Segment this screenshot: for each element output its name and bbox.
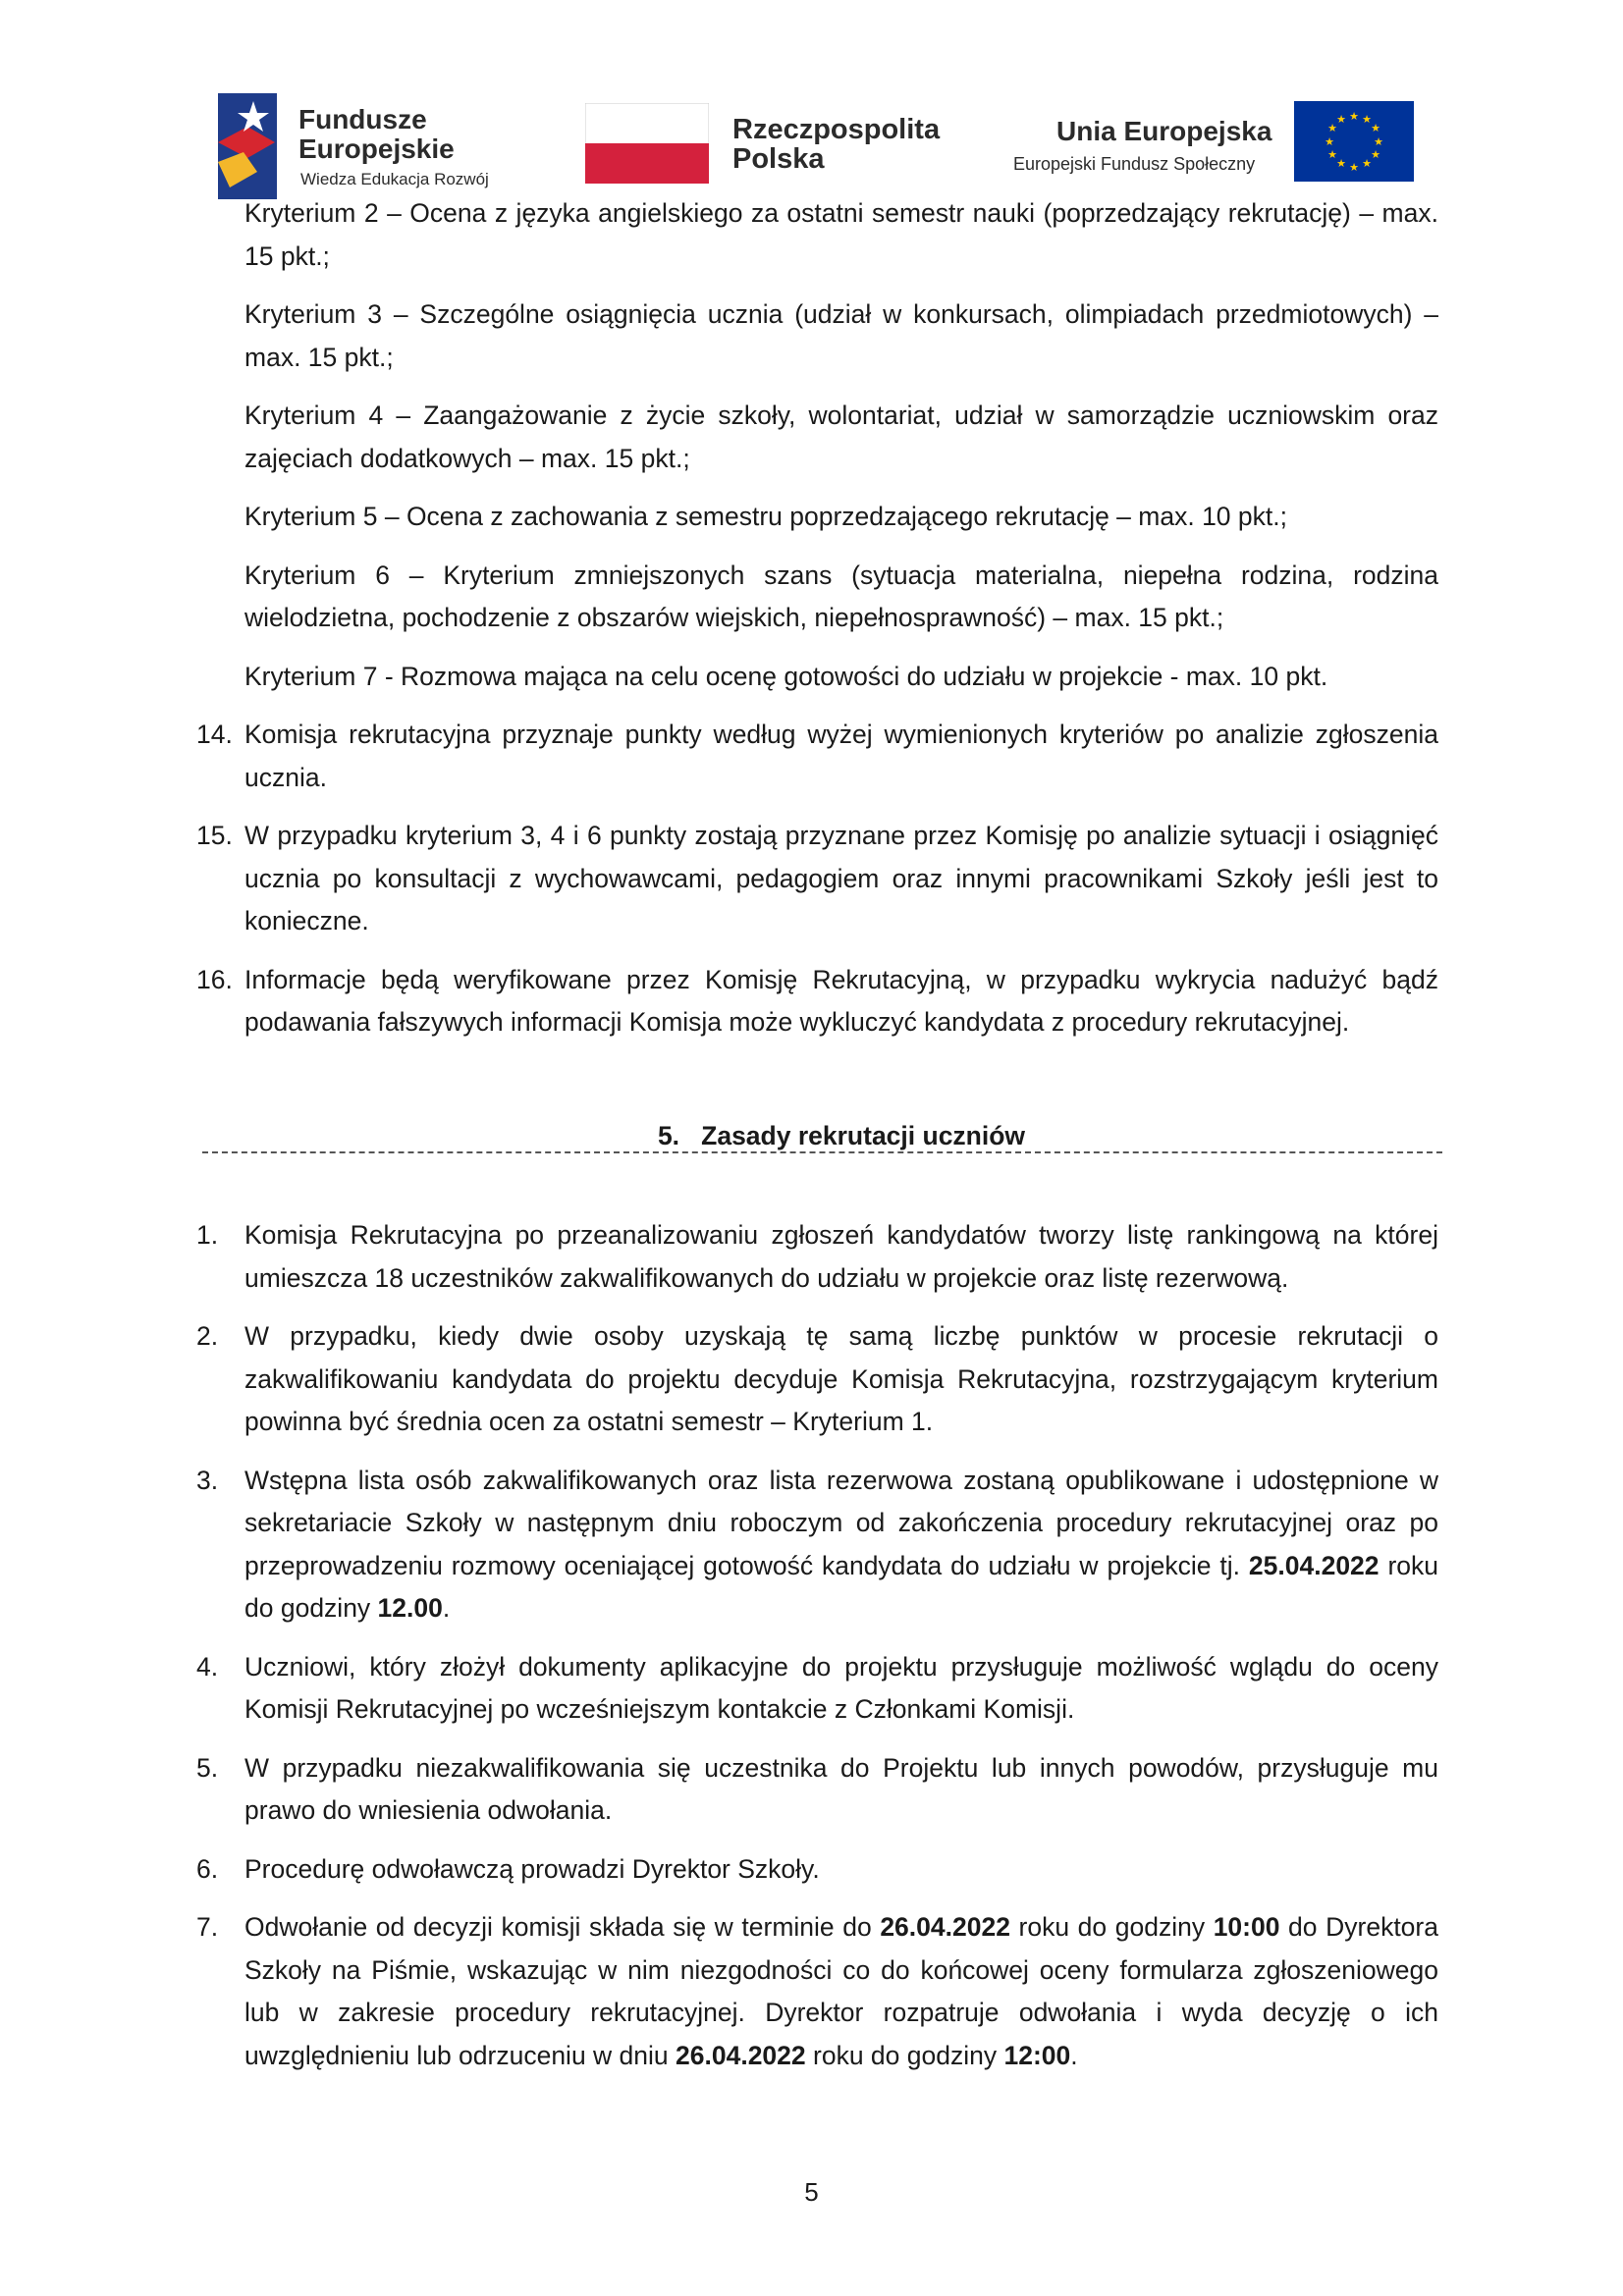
eu-line1: Unia Europejska [1056,116,1272,146]
svg-text:★: ★ [1362,113,1372,126]
fe-line1: Fundusze [298,104,427,134]
list-item-text: Procedurę odwoławczą prowadzi Dyrektor Szkoły. [244,1853,820,1884]
list-item-text: Informacje będą weryfikowane przez Komisję Rekrutacyjną, w przypadku wykrycia nadużyć bądź podawania fałszywych informacji Komisja może wykluczyć kandydata z procedury rekrutacyjnej. [244,964,1438,1037]
list-item [196,1848,1438,1892]
list-item [196,1906,1438,2077]
time-highlight: 12:00 [1003,2040,1071,2070]
fe-star-icon [218,93,277,199]
list-item-number: 2. [196,1321,219,1351]
list-item-number: 1. [196,1220,219,1250]
fe-subtitle: Wiedza Edukacja Rozwój [300,170,489,188]
svg-text:★: ★ [1336,113,1346,126]
date-highlight: 26.04.2022 [880,1912,1010,1942]
list-item-text: Odwołanie od decyzji komisji składa się w terminie do 26.04.2022 roku do godziny 10:00 do Dyrektora Szkoły na Piśmie, wskazując w nim niezgodności co do końcowej oceny formularza zgłoszeniowego lub w zakresie procedury rekrutacyjnej. Dyrektor rozpatruje odwołania i wyda decyzję o ich uwzględnieniu lub odrzuceniu w dniu 26.04.2022 roku do godziny 12:00. [244,1912,1438,2070]
criterion-6: Kryterium 6 – Kryterium zmniejszonych szans (sytuacja materialna, niepełna rodzina, rodzina wielodzietna, pochodzenie z obszarów wiejskich, niepełnosprawność) – max. 15 pkt.; [244,560,1438,632]
eu-subtitle: Europejski Fundusz Społeczny [1013,154,1256,174]
eu-flag-icon [1294,101,1414,182]
list-item-text: Komisja rekrutacyjna przyznaje punkty według wyżej wymienionych kryteriów po analizie zgłoszenia ucznia. [244,720,1438,792]
pl-line2: Polska [732,143,825,175]
list-item-number: 3. [196,1465,219,1495]
list-item [196,1460,1438,1630]
list-item-text: W przypadku, kiedy dwie osoby uzyskają tę samą liczbę punktów w procesie rekrutacji o zakwalifikowaniu kandydata do projektu decyduje Komisja Rekrutacyjna, rozstrzygającym kryterium powinna być średnia ocen za ostatni semestr – Kryterium 1. [244,1321,1438,1436]
criterion-5: Kryterium 5 – Ocena z zachowania z semestru poprzedzającego rekrutację – max. 10 pkt.; [244,502,1287,531]
list-item-number: 4. [196,1651,219,1682]
svg-text:★: ★ [1327,122,1337,134]
list-item-number: 15. [196,821,233,850]
svg-text:★: ★ [1371,148,1380,161]
criterion-7: Kryterium 7 - Rozmowa mająca na celu ocenę gotowości do udziału w projekcie - max. 10 pkt. [244,661,1328,691]
list-item [196,714,1438,799]
section-title: Zasady rekrutacji uczniów [701,1120,1026,1150]
svg-text:★: ★ [1371,122,1380,134]
list-item [196,815,1438,943]
criterion-2: Kryterium 2 – Ocena z języka angielskiego za ostatni semestr nauki (poprzedzający rekrutację) – max. 15 pkt.; [244,198,1438,271]
date-highlight: 25.04.2022 [1248,1550,1380,1580]
criterion-3: Kryterium 3 – Szczególne osiągnięcia ucznia (udział w konkursach, olimpiadach przedmiotowych) – max. 15 pkt.; [244,299,1438,372]
svg-text:★: ★ [1336,157,1346,170]
svg-text:★: ★ [1349,161,1359,174]
document-body [196,192,1438,2093]
page-number: 5 [804,2177,819,2207]
list-item-number: 5. [196,1752,219,1783]
section-number: 5. [657,1120,680,1150]
time-highlight: 12.00 [377,1593,443,1623]
list-item [196,959,1438,1044]
list-item [196,1747,1438,1833]
list-item-number: 16. [196,964,233,994]
list-item-text: Uczniowi, który złożył dokumenty aplikacyjne do projektu przysługuje możliwość wglądu do oceny Komisji Rekrutacyjnej po wcześniejszym kontakcie z Członkami Komisji. [244,1651,1438,1724]
list-item-number: 14. [196,720,233,749]
rzeczpospolita-polska-logo [585,103,958,184]
list-item-text: Wstępna lista osób zakwalifikowanych oraz lista rezerwowa zostaną opublikowane i udostępnione w sekretariacie Szkoły w następnym dniu roboczym od zakończenia procedury rekrutacyjnej oraz po przeprowadzeniu rozmowy oceniającej gotowość kandydata do udziału w projekcie tj. 25.04.2022 roku do godziny 12.00. [244,1465,1438,1623]
time-highlight: 10:00 [1213,1912,1280,1942]
list-item [196,1646,1438,1732]
list-item-text: W przypadku kryterium 3, 4 i 6 punkty zostają przyznane przez Komisję po analizie sytuacji i osiągnięć ucznia po konsultacji z wychowawcami, pedagogiem oraz innymi pracownikami Szkoły jeśli jest to konieczne. [244,821,1438,935]
svg-text:★: ★ [1327,148,1337,161]
pl-line1: Rzeczpospolita [732,114,941,145]
svg-text:★: ★ [1374,135,1383,148]
list-item [196,1315,1438,1444]
header-logos [0,93,1623,201]
date-highlight: 26.04.2022 [676,2040,806,2070]
svg-text:★: ★ [1362,157,1372,170]
criterion-4: Kryterium 4 – Zaangażowanie z życie szkoły, wolontariat, udział w samorządzie uczniowskim oraz zajęciach dodatkowych – max. 15 pkt.; [244,400,1438,473]
unia-europejska-logo [1009,101,1414,185]
list-item-number: 7. [196,1912,219,1942]
list-item-number: 6. [196,1853,219,1884]
list-item [196,1214,1438,1300]
polish-flag-icon [585,103,709,184]
svg-text:★: ★ [1349,110,1359,123]
list-item-text: Komisja Rekrutacyjna po przeanalizowaniu zgłoszeń kandydatów tworzy listę rankingową na której umieszcza 18 uczestników zakwalifikowanych do udziału w projekcie oraz listę rezerwową. [244,1220,1438,1293]
svg-text:★: ★ [1325,135,1334,148]
list-item-text: W przypadku niezakwalifikowania się uczestnika do Projektu lub innych powodów, przysługuje mu prawo do wniesienia odwołania. [244,1752,1438,1825]
fundusze-europejskie-logo [218,93,522,199]
fe-line2: Europejskie [298,133,455,164]
